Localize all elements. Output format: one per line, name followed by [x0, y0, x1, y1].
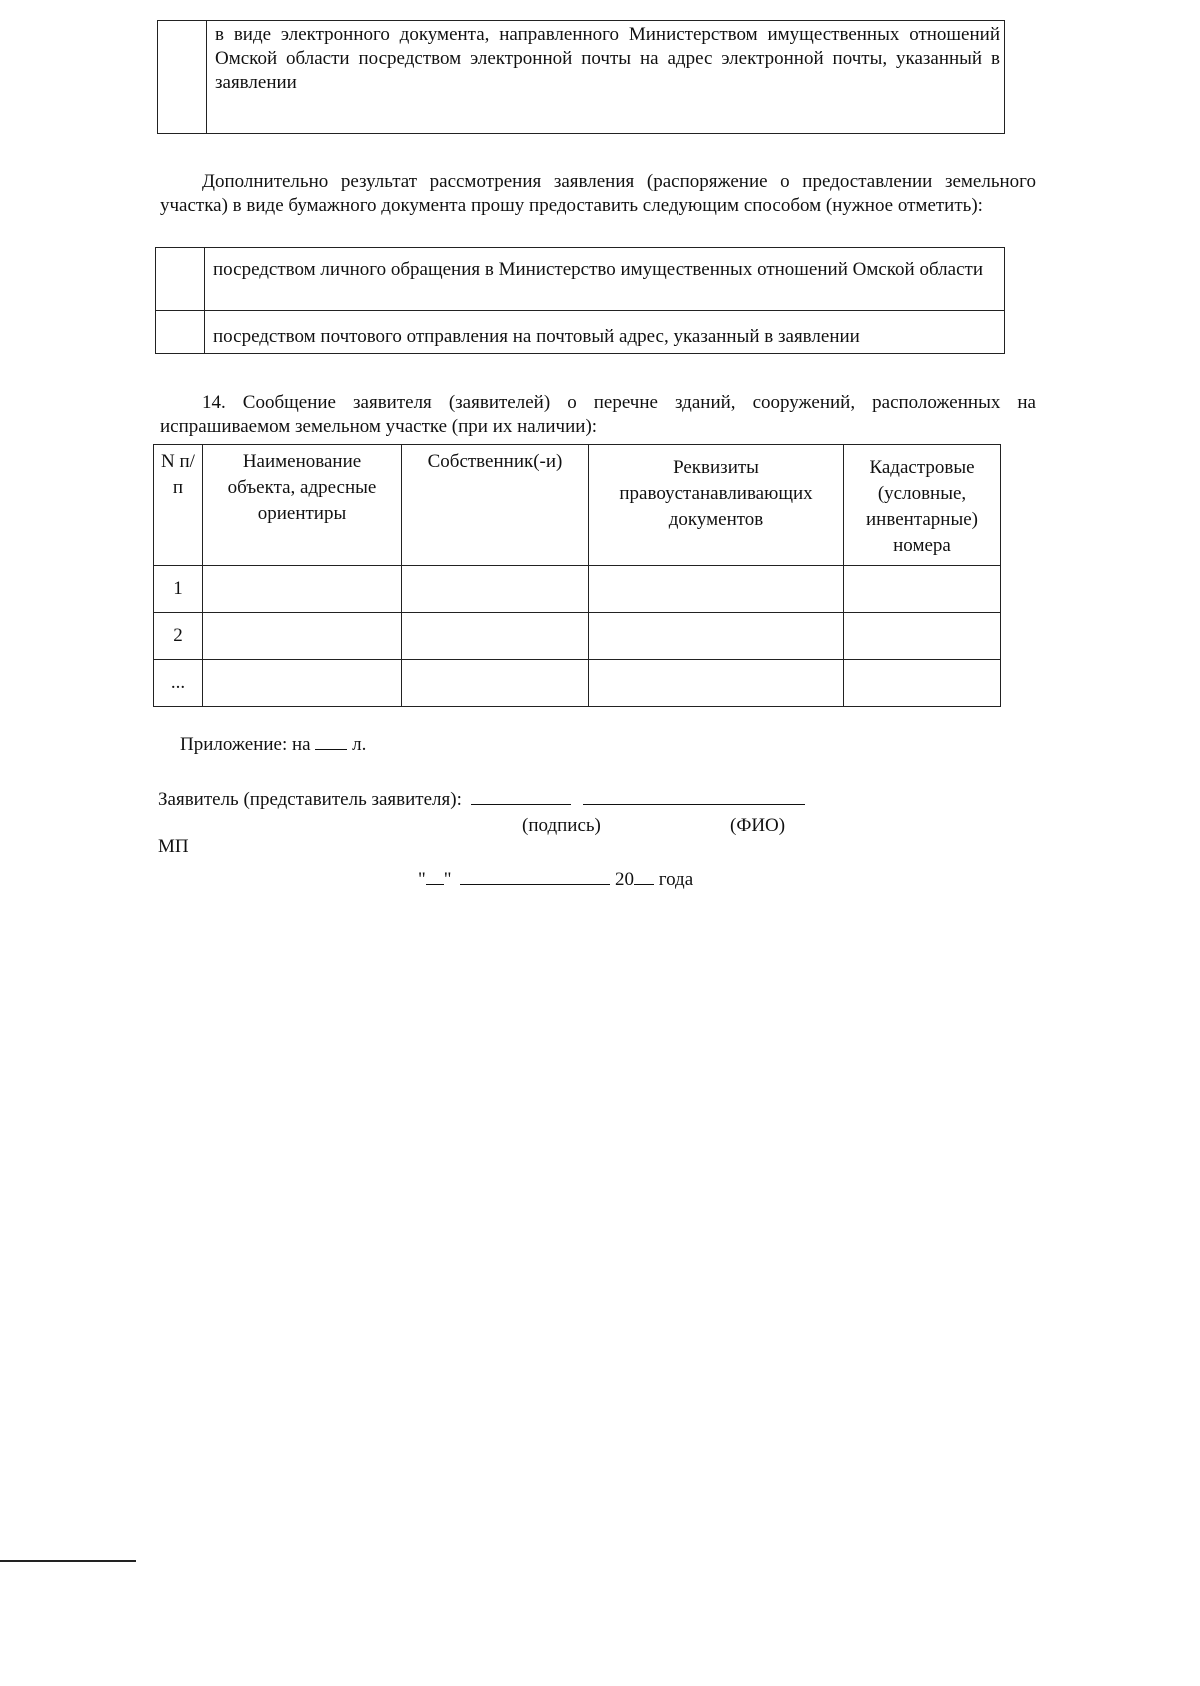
attachment-pages-field[interactable] — [315, 731, 347, 750]
electronic-option-text: в виде электронного документа, направленного Министерством имущественных отношений Омской области посредством электронной почты на адрес электронной почты, указанный в заявлении — [207, 21, 1005, 134]
row-number: 2 — [154, 613, 203, 660]
personal-visit-checkbox[interactable] — [156, 248, 205, 311]
postal-option-text: посредством почтового отправления на почтовый адрес, указанный в заявлении — [205, 311, 1005, 354]
cadastral-number-cell[interactable] — [844, 613, 1001, 660]
attachment-label: Приложение: на — [180, 734, 311, 755]
object-name-cell[interactable] — [203, 613, 402, 660]
month-field[interactable] — [460, 866, 610, 885]
day-field[interactable] — [426, 866, 444, 885]
stamp-label: МП — [158, 836, 189, 857]
electronic-option-table — [157, 20, 1005, 134]
table-row — [154, 566, 1001, 613]
buildings-table-header-row — [154, 445, 1001, 566]
object-name-cell[interactable] — [203, 566, 402, 613]
signature-line — [158, 786, 805, 812]
paper-intro-paragraph — [160, 170, 1036, 218]
row-number: 1 — [154, 566, 203, 613]
year-prefix: 20 — [615, 869, 635, 890]
title-documents-cell[interactable] — [589, 613, 844, 660]
date-close-quote: " — [443, 869, 452, 890]
title-documents-cell[interactable] — [589, 660, 844, 707]
header-title-documents: Реквизиты правоустанавливающих документов — [589, 445, 844, 566]
year-suffix: года — [658, 869, 694, 890]
header-number: N п/п — [154, 445, 203, 566]
electronic-option-checkbox[interactable] — [158, 21, 207, 134]
buildings-intro-paragraph — [160, 391, 1036, 439]
date-open-quote: " — [418, 869, 426, 890]
table-row — [154, 613, 1001, 660]
full-name-field[interactable] — [583, 786, 805, 805]
buildings-intro-text: 14. Сообщение заявителя (заявителей) о перечне зданий, сооружений, расположенных на испрашиваемом земельном участке (при их наличии): — [160, 392, 1036, 437]
cadastral-number-cell[interactable] — [844, 566, 1001, 613]
header-cadastral-numbers: Кадастровые (условные, инвентарные) номера — [844, 445, 1001, 566]
year-field[interactable] — [634, 866, 654, 885]
full-name-caption: (ФИО) — [730, 815, 786, 836]
postal-checkbox[interactable] — [156, 311, 205, 354]
header-owner: Собственник(-и) — [402, 445, 589, 566]
date-line — [418, 866, 693, 892]
signature-field[interactable] — [471, 786, 571, 805]
title-documents-cell[interactable] — [589, 566, 844, 613]
header-object-name: Наименование объекта, адресные ориентиры — [203, 445, 402, 566]
attachment-line — [180, 731, 366, 757]
owner-cell[interactable] — [402, 566, 589, 613]
scan-edge-mark — [0, 1560, 136, 1562]
paper-intro-text: Дополнительно результат рассмотрения заявления (распоряжение о предоставлении земельного участка) в виде бумажного документа прошу предоставить следующим способом (нужное отметить): — [160, 171, 1036, 216]
attachment-suffix: л. — [352, 734, 367, 755]
owner-cell[interactable] — [402, 660, 589, 707]
object-name-cell[interactable] — [203, 660, 402, 707]
cadastral-number-cell[interactable] — [844, 660, 1001, 707]
row-number: ... — [154, 660, 203, 707]
signature-label: Заявитель (представитель заявителя): — [158, 789, 462, 810]
buildings-table — [153, 444, 1001, 707]
owner-cell[interactable] — [402, 613, 589, 660]
personal-visit-option-text: посредством личного обращения в Министерство имущественных отношений Омской области — [205, 248, 1005, 311]
table-row — [154, 660, 1001, 707]
paper-options-table — [155, 247, 1005, 354]
signature-caption: (подпись) — [522, 815, 601, 836]
